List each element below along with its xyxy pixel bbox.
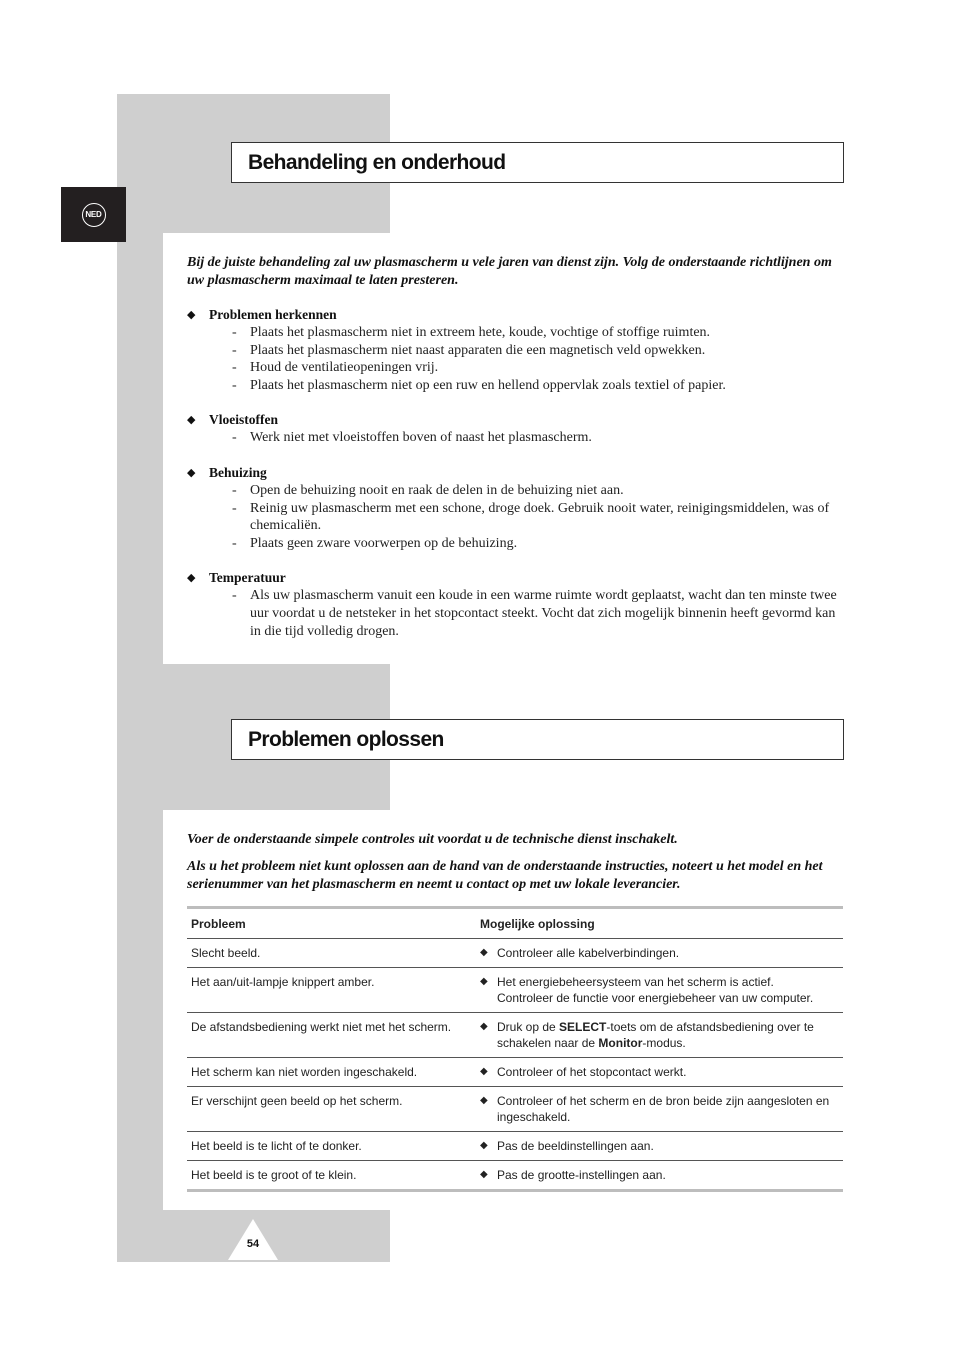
problem-cell: Het beeld is te groot of te klein. bbox=[191, 1168, 357, 1182]
diamond-bullet-icon: ◆ bbox=[187, 465, 196, 479]
list-item: - Reinig uw plasmascherm met een schone, droge doek. Gebruik nooit water, reinigingsmiddelen, was of chemicaliën. bbox=[232, 500, 830, 534]
solution-cell: ◆ Controleer of het scherm en de bron beide zijn aangesloten en ingeschakeld. bbox=[476, 1087, 843, 1132]
page-number: 54 bbox=[246, 1238, 260, 1250]
group-heading: Behuizing bbox=[209, 464, 267, 480]
group-heading: Vloeistoffen bbox=[209, 412, 278, 428]
care-section-title: Behandeling en onderhoud bbox=[231, 142, 844, 183]
diamond-bullet-icon: ◆ bbox=[187, 571, 196, 585]
solution-cell: ◆ Het energiebeheersysteem van het scherm is actief. Controleer de functie voor energiebeheer van uw computer. bbox=[476, 968, 843, 1013]
solution-cell: ◆ Controleer alle kabelverbindingen. bbox=[476, 939, 843, 968]
problem-cell: Er verschijnt geen beeld op het scherm. bbox=[187, 1087, 476, 1132]
table-row bbox=[187, 1058, 843, 1087]
language-tab bbox=[61, 187, 126, 242]
list-item: - Plaats het plasmascherm niet op een ruw en hellend oppervlak zoals textiel of papier. bbox=[232, 377, 726, 393]
solution-cell: ◆ Controleer of het stopcontact werkt. bbox=[476, 1058, 843, 1087]
troubleshoot-intro-1: Voer de onderstaande simpele controles uit voordat u de technische dienst inschakelt. bbox=[187, 832, 678, 847]
group-heading: Temperatuur bbox=[209, 570, 286, 586]
diamond-bullet-icon: ◆ bbox=[480, 1066, 488, 1077]
table-row bbox=[187, 1087, 843, 1132]
problem-cell: Het scherm kan niet worden ingeschakeld. bbox=[187, 1058, 476, 1087]
table-row bbox=[187, 1132, 843, 1161]
solution-cell: ◆ Druk op de SELECT-toets om de afstandsbediening over te schakelen naar de Monitor-modus. bbox=[476, 1013, 843, 1058]
problem-cell: Het beeld is te licht of te donker. bbox=[187, 1132, 476, 1161]
diamond-bullet-icon: ◆ bbox=[187, 413, 196, 427]
list-item: - Plaats het plasmascherm niet naast apparaten die een magnetisch veld opwekken. bbox=[232, 342, 706, 358]
care-group-problems bbox=[187, 306, 837, 394]
group-heading: Problemen herkennen bbox=[209, 307, 337, 322]
care-group-liquids bbox=[187, 411, 837, 447]
diamond-bullet-icon: ◆ bbox=[480, 1169, 488, 1180]
list-item: - Als uw plasmascherm vanuit een koude in een warme ruimte wordt geplaatst, wacht dan ten minste twee uur voordat u de netsteker in het stopcontact steekt. Vocht dat zich mogelijk binnenin heeft gevormd kan in die tijd volledig drogen. bbox=[232, 588, 837, 639]
list-item: - Werk niet met vloeistoffen boven of naast het plasmascherm. bbox=[232, 430, 592, 446]
problem-cell: Slecht beeld. bbox=[187, 939, 476, 968]
care-intro: Bij de juiste behandeling zal uw plasmascherm u vele jaren van dienst zijn. Volg de onderstaande richtlijnen om uw plasmascherm maximaal te laten presteren. bbox=[187, 255, 832, 288]
troubleshooting-table bbox=[187, 906, 843, 1192]
list-item: - Open de behuizing nooit en raak de delen in de behuizing niet aan. bbox=[232, 482, 624, 498]
list-item: - Houd de ventilatieopeningen vrij. bbox=[232, 360, 439, 376]
diamond-bullet-icon: ◆ bbox=[480, 1095, 488, 1106]
list-item: - Plaats geen zware voorwerpen op de behuizing. bbox=[232, 535, 518, 551]
diamond-bullet-icon: ◆ bbox=[480, 1140, 488, 1151]
care-guidelines bbox=[187, 306, 837, 657]
diamond-bullet-icon: ◆ bbox=[480, 976, 488, 987]
solution-cell: ◆ Pas de beeldinstellingen aan. bbox=[476, 1132, 843, 1161]
care-group-housing bbox=[187, 464, 837, 552]
table-row bbox=[187, 968, 843, 1013]
problem-cell: Het aan/uit-lampje knippert amber. bbox=[187, 968, 476, 1013]
diamond-bullet-icon: ◆ bbox=[187, 308, 196, 321]
column-header-solution: Mogelijke oplossing bbox=[476, 908, 843, 939]
solution-cell: ◆ Pas de grootte-instellingen aan. bbox=[480, 1168, 666, 1182]
diamond-bullet-icon: ◆ bbox=[480, 1021, 488, 1032]
table-row bbox=[187, 1161, 843, 1191]
list-item: - Plaats het plasmascherm niet in extreem hete, koude, vochtige of stoffige ruimten. bbox=[232, 325, 711, 340]
table-header-row bbox=[187, 908, 843, 939]
diamond-bullet-icon: ◆ bbox=[480, 947, 488, 958]
troubleshoot-section-title: Problemen oplossen bbox=[231, 719, 844, 760]
care-group-temperature bbox=[187, 569, 837, 640]
column-header-problem: Probleem bbox=[187, 908, 476, 939]
table-row bbox=[187, 1013, 843, 1058]
troubleshoot-intro-2: Als u het probleem niet kunt oplossen aan de hand van de onderstaande instructies, noteert u het model en het serienummer van het plasmascherm en neemt u contact op met uw lokale leverancier. bbox=[187, 859, 823, 892]
problem-cell: De afstandsbediening werkt niet met het scherm. bbox=[187, 1013, 476, 1058]
table-row bbox=[187, 939, 843, 968]
language-badge: NED bbox=[82, 203, 106, 227]
